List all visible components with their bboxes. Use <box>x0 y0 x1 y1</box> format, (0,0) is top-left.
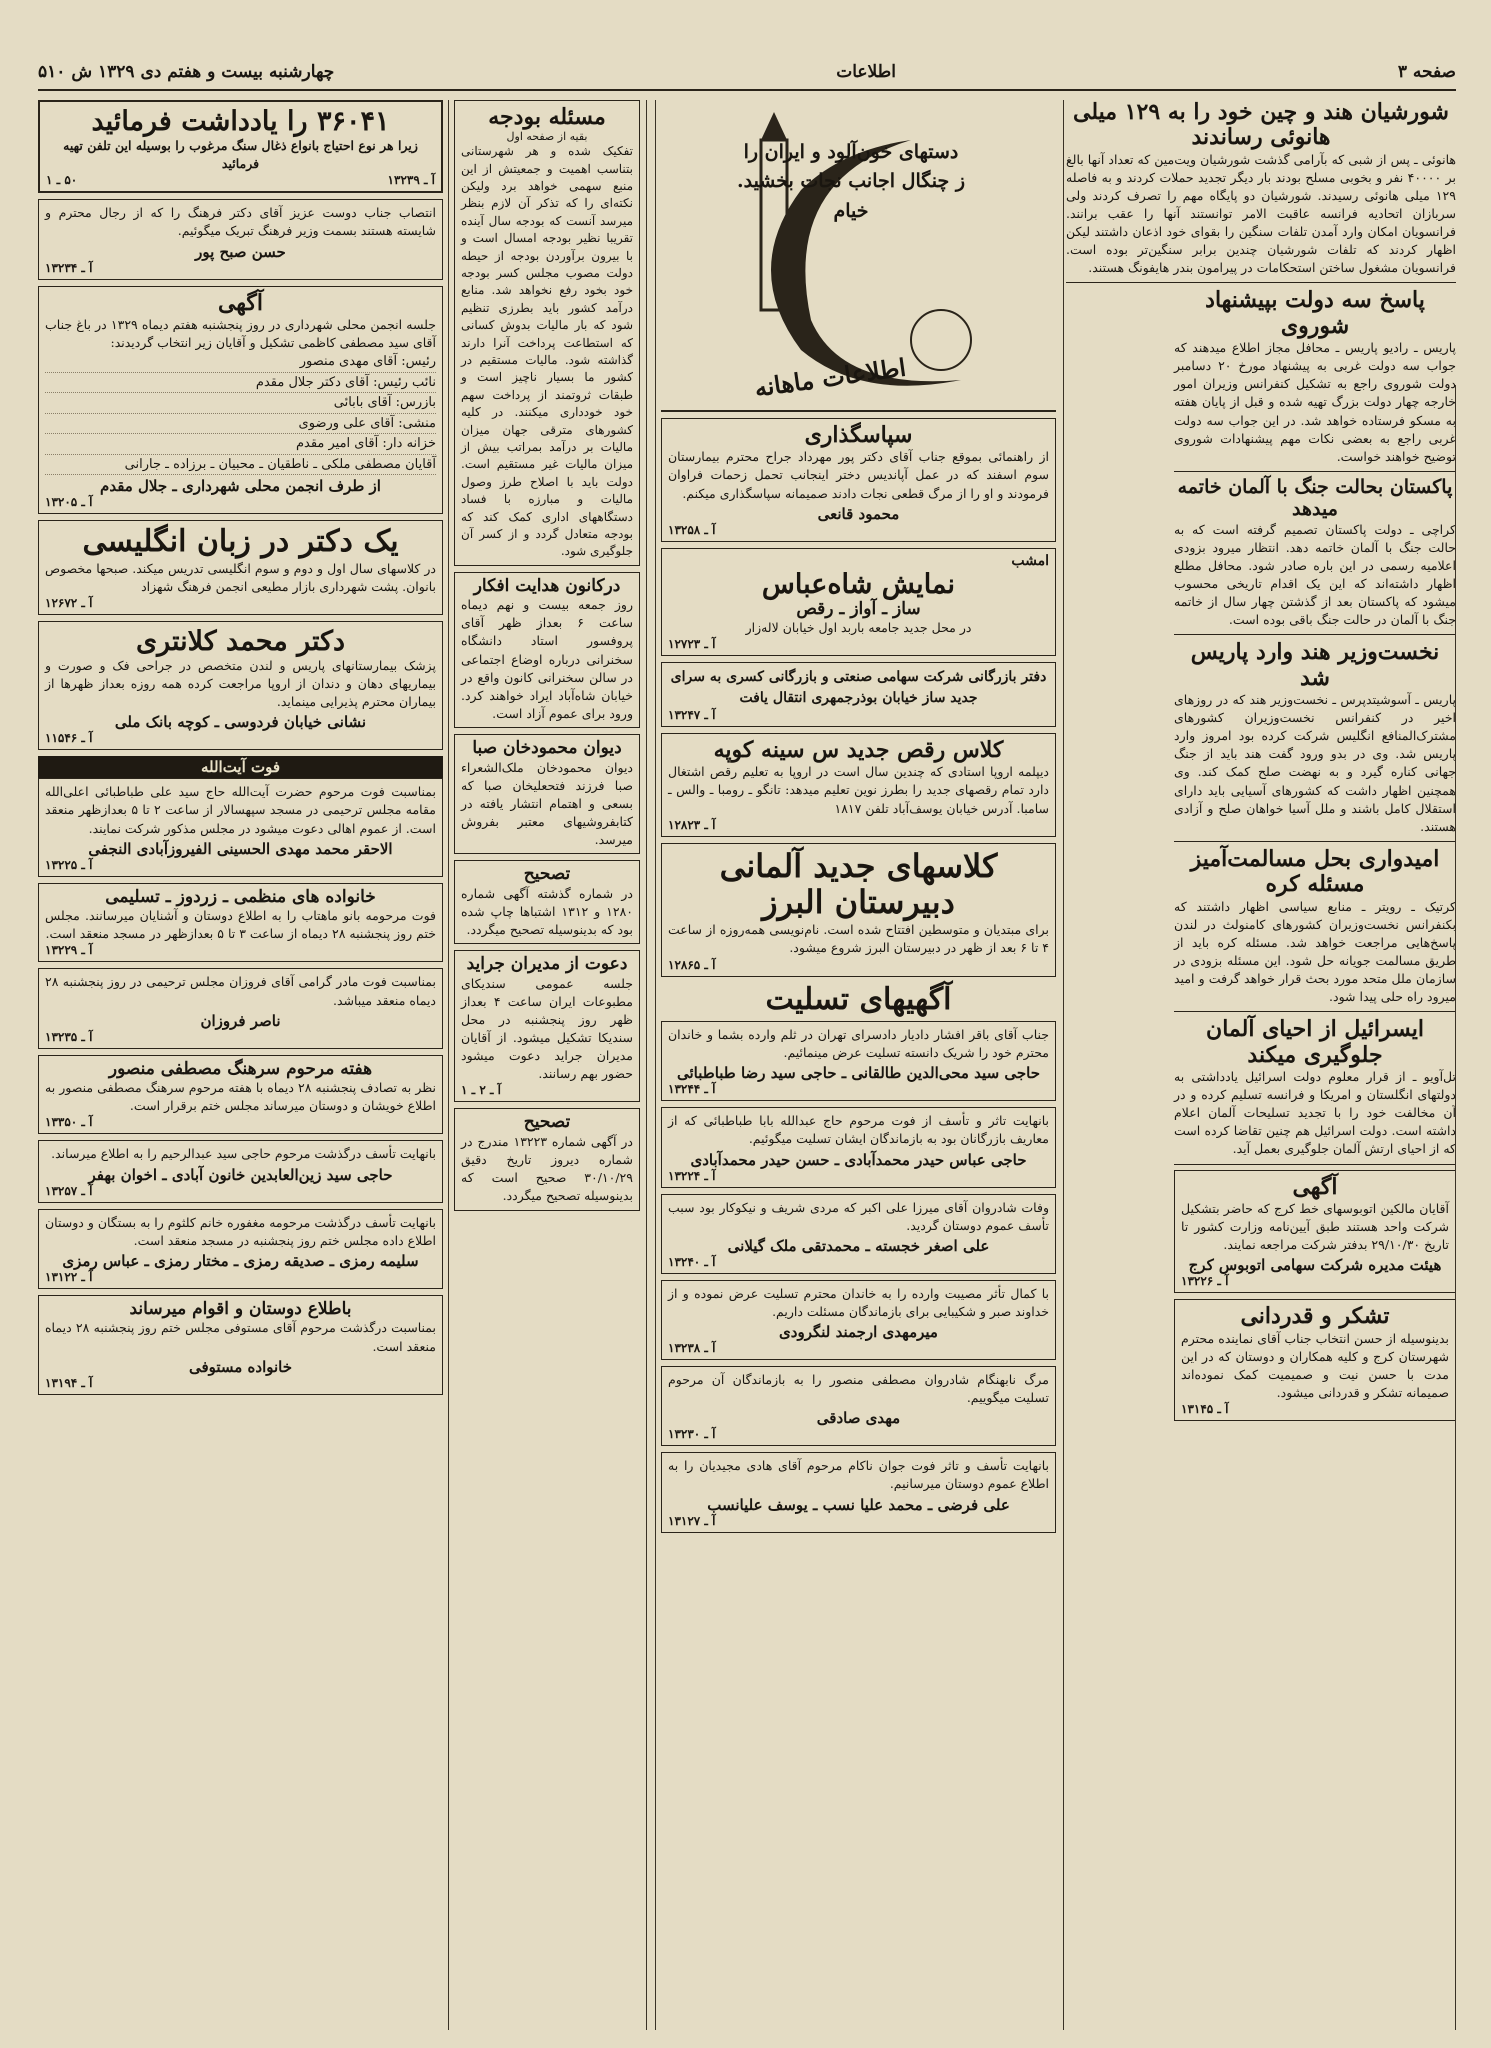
divan-ad <box>454 734 640 854</box>
ad-reference: آ ـ ۱۳۱۹۴ <box>45 1375 93 1390</box>
press-invitation <box>454 950 640 1102</box>
khanoon-text: بانهایت تأسف درگذشت مرحوم حاجی سید عبدالرحیم را به اطلاع میرساند. <box>51 1146 436 1162</box>
minaret-top <box>761 112 787 140</box>
condolence-text: با کمال تأثر مصیبت وارده را به خاندان محترم تسلیت عرض نموده و از خداوند صبر و شکیبایی برای بازماندگان مسئلت داریم. <box>668 1285 1049 1319</box>
budget-sidebar-spacer <box>1347 385 1456 2030</box>
member-line: رئیس: آقای مهدی منصور <box>45 352 436 373</box>
condolence-text: مرگ نابهنگام شادروان مصطفی منصور را به بازماندگان آن مرحوم تسلیت میگوییم. <box>668 1372 1049 1406</box>
newspaper-page <box>38 55 1456 2030</box>
dance-text: دیپلمه اروپا استادی که چندین سال است در اروپا به تعلیم رقص اشتغال دارد تمام رقصهای جدید را بطرز نوین تعلیم میدهد: تانگو ـ رومبا ـ والس ـ سامبا. آدرس خیابان یوسف‌آباد تلفن ۱۸۱۷ <box>668 764 1049 816</box>
german-school: دبیرستان البرز <box>762 883 955 922</box>
council-notice-title: آگهی <box>217 289 264 316</box>
ad-reference: آ ـ ۱۳۲۴۷ <box>668 707 716 722</box>
masthead <box>38 55 1456 91</box>
ad-reference: آ ـ ۱۳۱۲۲ <box>45 1269 93 1284</box>
dance-class-ad <box>661 733 1056 837</box>
headline-india-pm: نخست‌وزیر هند وارد پاریس شد <box>1190 639 1440 691</box>
congratulation-signature: حسن صبح پور <box>195 242 286 261</box>
german-class-ad <box>661 843 1056 977</box>
ad-reference: آ ـ ۱۳۲۳۹ <box>387 173 435 188</box>
condolence-signature: علی فرضی ـ محمد علیا نسب ـ یوسف علیانسب <box>707 1495 1010 1514</box>
khanoon-signature: حاجی سید زین‌العابدین خانون آبادی ـ اخوان بهفر <box>88 1165 393 1184</box>
budget-editorial <box>454 100 640 566</box>
gratitude-title: سپاسگذاری <box>804 422 913 448</box>
art-poem: دستهای خون‌آلود و ایران را ز چنگال اجانب نجات بخشید. خیام <box>736 141 965 222</box>
ramzi-text: بانهایت تأسف درگذشت مرحومه مغفوره خانم کلثوم را به بستگان و دوستان اطلاع داده مجلس ختم روز پنجشنبه در مسجد منعقد است. <box>45 1214 436 1248</box>
ad-number: ۵۰ ـ ۱ <box>46 173 78 188</box>
council-notice <box>38 286 443 515</box>
correction-text: در آگهی شماره ۱۳۲۲۳ مندرج در شماره دیروز تاریخ دقیق ۳۰/۱۰/۲۹ صحیح است که بدینوسیله تصحیح میگردد. <box>461 1134 633 1204</box>
magazine-advertisement <box>661 100 1056 412</box>
office-text: دفتر بازرگانی شرکت سهامی صنعتی و بازرگانی کسری به سرای جدید ساز خیابان بوذرجمهری انتقال یافت <box>670 669 1047 706</box>
friends-notice <box>38 1295 443 1395</box>
notice-signature: هیئت مدیره شرکت سهامی اتوبوس کرج <box>1188 1256 1442 1275</box>
ad-reference: آ ـ ۱۳۲۴۰ <box>668 1254 716 1269</box>
coal-ad-title: ۳۶۰۴۱ را یادداشت فرمائید <box>91 106 390 137</box>
condolence-signature: علی اصغر خجسته ـ محمدتقی ملک گیلانی <box>727 1236 990 1255</box>
family-notice <box>38 883 443 963</box>
show-subtitle: ساز ـ آواز ـ رقص <box>796 598 921 619</box>
death-notice-signature: الاحقر محمد مهدی الحسینی الفیروزآبادی النجفی <box>88 839 393 858</box>
lecture-ad <box>454 572 640 728</box>
condolence-ad <box>661 1194 1056 1274</box>
congratulation-text: انتصاب جناب دوست عزیز آقای دکتر فرهنگ را که از رجال محترم و شایسته هستند بسمت وزیر فرهنگ تبریک میگوئیم. <box>45 205 436 239</box>
ad-reference: آ ـ ۱۲۸۲۳ <box>668 817 716 832</box>
correction-notice-2 <box>454 1108 640 1210</box>
condolence-ad <box>661 1366 1056 1446</box>
council-members <box>45 352 436 475</box>
condolence-ad <box>661 1280 1056 1360</box>
family-notice-text: فوت مرحومه بانو ماهتاب را به اطلاع دوستان و آشنایان میرسانند. مجلس ختم روز پنجشنبه ۲۸ دیماه از ساعت ۳ تا ۵ بعدازظهر در مسجد منعقد است. <box>45 908 436 942</box>
friends-text: بمناسبت درگذشت مرحوم آقای مستوفی مجلس ختم روز پنجشنبه ۲۸ دیماه منعقد است. <box>45 1320 436 1354</box>
ad-reference: آ ـ ۱۲۶۷۲ <box>45 595 93 610</box>
german-title: کلاسهای جدید آلمانی <box>719 846 998 885</box>
paper-name: اطلاعات <box>836 62 896 82</box>
death-notice-text: بمناسبت فوت مرحوم حضرت آیت‌الله حاج سید علی طباطبائی اعلی‌الله مقامه مجلس ترحیمی در مسجد سپهسالار از ساعت ۲ تا ۵ بعدازظهر منعقد است. از عموم اهالی دعوت میشود در مجلس مذکور شرکت نمایند. <box>45 784 436 836</box>
ad-reference: آ ـ ۲ ـ ۱ <box>461 1083 501 1098</box>
ramzi-notice <box>38 1209 443 1289</box>
condolence-signature: حاجی سید محی‌الدین طالقانی ـ حاجی سید رضا طباطبائی <box>677 1064 1040 1083</box>
condolence-signature: حاجی عباس حیدر محمدآبادی ـ حسن حیدر محمدآبادی <box>690 1150 1027 1169</box>
condolence-text: جناب آقای باقر افشار دادیار دادسرای تهران در ثلم وارده بشما و خاندان محترم خود را شریک دانسته تسلیت عرض مینمائیم. <box>668 1027 1049 1061</box>
doctor-name: دکتر محمد کلانتری <box>135 625 346 657</box>
khanoon-notice <box>38 1140 443 1202</box>
condolence-ad <box>661 1021 1056 1101</box>
condolence-ad <box>661 1107 1056 1187</box>
ad-reference: آ ـ ۱۳۲۲۹ <box>45 943 93 958</box>
council-signature: از طرف انجمن محلی شهرداری ـ جلال مقدم <box>100 477 381 496</box>
council-notice-text: جلسه انجمن محلی شهرداری در روز پنجشنبه هفتم دیماه ۱۳۲۹ در باغ جناب آقای سید مصطفی کاظمی تشکیل و آقایان زیر انتخاب گردیدند: <box>45 316 436 350</box>
coal-ad-subtitle: زیرا هر نوع احتیاج بانواع ذغال سنگ مرغوب را بوسیله این تلفن تهیه فرمائید <box>63 138 418 172</box>
correction-title: تصحیح <box>523 1112 571 1133</box>
article-three-powers: پاریس ـ رادیو پاریس ـ محافل مجاز اطلاع میدهند که جواب سه دولت غربی به پیشنهاد مورخ ۲۰ دسامبر دولت شوروی راجع به تشکیل کنفرانس وزیران امور خارجه چهار دولت بزرگ تهیه شده و قبل از پایان هفته به مسکو فرستاده خواهد شد. در این جواب سه دولت غربی راجع به بعضی نکات مهم پیشنهادات شوروی توضیح خواهند خواست. <box>1174 340 1456 464</box>
ad-reference: آ ـ ۱۲۸۶۵ <box>668 957 716 972</box>
ad-reference: آ ـ ۱۳۲۵۷ <box>45 1183 93 1198</box>
family-notice-title: خانواده های منظمی ـ زردوز ـ تسلیمی <box>105 886 376 907</box>
lecture-text: روز جمعه بیست و نهم دیماه ساعت ۶ بعداز ظهر آقای پروفسور استاد دانشگاه سخنرانی درباره اوضاع اجتماعی در سالن سخنرانی کانون واقع در خیابان شاه‌آباد ایراد خواهند کرد. ورود برای عموم آزاد است. <box>461 597 633 721</box>
gratitude-signature: محمود قانعی <box>817 504 900 523</box>
article-korea: کرتیک ـ رویتر ـ منابع سیاسی اظهار داشتند که بکنفرانس نخست‌وزیران کشورهای کامنولث در لندن پاسخ‌هایی مراجعت خواهد شد. مسئله کره باید از طریق مسالمت جویانه حل شود. این مسئله بزودی در سازمان ملل متحد مورد بحث قرار خواهد گرفت و امید میرود راه حلی پیدا شود. <box>1174 898 1456 1005</box>
article-indochina: هانوئی ـ پس از شبی که بآرامی گذشت شورشیان ویت‌مین که تعداد آنها بالغ بر ۴۰۰۰۰ نفر و بخوبی مسلح بودند بار دیگر تجدید حملات کردند و به فاصله ۱۲۹ میلی هانوئی رسیدند. شورشیان دو پایگاه مهم را تصرف کردند ولی سربازان اتحادیه فرانسه عاقبت الامر توانستند آنها را عقب برانند. فرانسویان امکان وارد آمدن تلفات سنگین را بقوای خود اذعان داشتند لیکن اظهار کردند که تلفات شورشیان چندین برابر سنگین‌تر بوده است. فرانسویان مشغول ساختن استحکامات در پیرامون بندر هایفونگ هستند. <box>1066 151 1456 276</box>
ad-reference: آ ـ ۱۳۲۰۵ <box>45 495 93 510</box>
narrow-column <box>454 100 640 2030</box>
condolence-heading: آگهیهای تسلیت <box>765 981 952 1017</box>
correction-text: در شماره گذشته آگهی شماره ۱۲۸۰ و ۱۳۱۲ اشتباها چاپ شده بود که بدینوسیله تصحیح میگردد. <box>461 885 634 938</box>
art-brand: اطلاعات ماهانه <box>752 352 908 403</box>
condolence-signature: مهدی صادقی <box>816 1409 901 1428</box>
friends-title: باطلاع دوستان و اقوام میرساند <box>129 1298 352 1319</box>
invitation-text: جلسه عمومی سندیکای مطبوعات ایران ساعت ۴ بعداز ظهر روز پنجشنبه در محل سندیکا تشکیل میشود. از آقایان مدیران جراید دعوت میشود حضور بهم رسانند. <box>461 975 633 1082</box>
ad-reference: آ ـ ۱۳۱۲۷ <box>668 1513 716 1528</box>
member-line: خزانه دار: آقای امیر مقدم <box>45 434 436 455</box>
divan-text: دیوان محمودخان ملک‌الشعراء صبا فرزند فتحعلیخان صبا که بسعی و اهتمام انتشار یافته در کتابفروشیهای معتبر بفروش میرسد. <box>461 759 633 848</box>
headline-pakistan: پاکستان بحالت جنگ با آلمان خاتمه میدهد <box>1177 475 1453 520</box>
invitation-title: دعوت از مدیران جراید <box>466 954 628 975</box>
english-ad-title: یک دکتر در زبان انگلیسی <box>82 524 399 560</box>
ad-reference: آ ـ ۱۳۲۳۸ <box>668 1341 716 1355</box>
ad-reference: آ ـ ۱۳۲۳۰ <box>668 1427 716 1442</box>
ad-reference: آ ـ ۱۳۳۵۰ <box>45 1115 93 1130</box>
forozan-signature: ناصر فروزان <box>200 1011 281 1030</box>
member-line: نائب رئیس: آقای دکتر جلال مقدم <box>45 373 436 394</box>
thanks-title: تشکر و قدردانی <box>1240 1303 1390 1330</box>
show-venue: در محل جدید جامعه باربد اول خیابان لاله‌زار <box>745 620 972 636</box>
headline-indochina: شورشیان هند و چین خود را به ۱۲۹ میلی هانوئی رساندند <box>1073 100 1449 151</box>
ad-reference: آ ـ ۱۳۱۴۵ <box>1181 1402 1229 1416</box>
divan-title: دیوان محمودخان صبا <box>472 738 622 759</box>
ad-reference: آ ـ ۱۳۲۵۸ <box>668 522 716 537</box>
gratitude-text: از راهنمائی بموقع جناب آقای دکتر پور مهرداد جراح محترم بیمارستان سوم اسفند که در عمل آپاندیس دختر اینجانب تحمل زحمات فراوان فرمودند و او را از مرگ قطعی نجات دادند صمیمانه سپاسگذاری میکنم. <box>668 449 1049 501</box>
article-israel: تل‌آویو ـ از قرار معلوم دولت اسرائیل یادداشتی به دولتهای انگلستان و امریکا و فرانسه تسلیم کرده و در آن مخالفت خود را با تجدید تسلیحات آلمان اعلام داشته است. دولت اسرائیل هم چنین تقاضا کرده است که از احیای ارتش آلمان جلوگیری بعمل آید. <box>1174 1068 1456 1157</box>
friends-signature: خانواده مستوفی <box>188 1357 293 1376</box>
condolence-ad <box>661 1452 1056 1532</box>
correction-notice <box>454 860 640 944</box>
shah-abbas-show-ad <box>661 548 1056 657</box>
show-title: نمایش شاه‌عباس <box>761 568 956 600</box>
forozan-text: بمناسبت فوت مادر گرامی آقای فروزان مجلس ترحیمی در روز پنجشنبه ۲۸ دیماه منعقد میباشد. <box>45 974 436 1008</box>
notice-text: آقایان مالکین اتوبوسهای خط کرج که حاضر بتشکیل شرکت واحد هستند طبق آیین‌نامه وزارت کشور تا تاریخ ۲۹/۱۰/۳۰ بدفتر شرکت مراجعه نمایند. <box>1181 1200 1449 1253</box>
ad-reference: آ ـ ۱۲۷۲۳ <box>668 637 716 652</box>
member-line: منشی: آقای علی ورضوی <box>45 414 436 435</box>
congratulation-ad <box>38 199 443 279</box>
mansour-text: نظر به تصادف پنجشنبه ۲۸ دیماه با هفته مرحوم سرهنگ مصطفی منصور به اطلاع خویشان و دوستان میرساند مجلس ختم برقرار است. <box>45 1080 437 1114</box>
ad-reference: آ ـ ۱۳۲۴۴ <box>668 1082 716 1097</box>
issue-date: چهارشنبه بیست و هفتم دی ۱۳۲۹ ش ۵۱۰ <box>38 62 335 82</box>
tonight-label: امشب <box>1011 552 1049 569</box>
condolence-text: بانهایت تأسف و تاثر فوت جوان ناکام مرحوم آقای هادی مجیدیان را به اطلاع عموم دوستان میرسانیم. <box>668 1458 1049 1492</box>
ad-reference: آ ـ ۱۳۲۲۴ <box>668 1168 716 1183</box>
condolence-text: وفات شادروان آقای میرزا علی اکبر که مردی شریف و نیکوکار بود سبب تأسف عموم دوستان گردید. <box>668 1199 1049 1233</box>
headline-korea: امیدواری بحل مسالمت‌آمیز مسئله کره <box>1190 845 1440 898</box>
ad-reference: آ ـ ۱۳۲۲۵ <box>45 857 93 872</box>
budget-title: مسئله بودجه <box>488 104 606 130</box>
coal-phone-ad <box>38 100 443 193</box>
death-notice <box>38 778 443 876</box>
member-line: آقایان مصطفی ملکی ـ ناطقیان ـ محبیان ـ برزاده ـ جارانی <box>45 455 436 476</box>
lecture-title: درکانون هدایت افکار <box>473 575 621 596</box>
mansour-notice <box>38 1055 443 1135</box>
doctor-text: پزشک بیمارستانهای پاریس و لندن متخصص در جراحی فک و صورت و بیماریهای دهان و دندان از اروپا مراجعت کرده همه روزه بعداز ظهرها از بیماران محترم پذیرایی مینماید. <box>45 657 436 710</box>
english-tutor-ad <box>38 520 443 615</box>
correction-title: تصحیح <box>523 864 571 885</box>
headline-israel: ایسرائیل از احیای آلمان جلوگیری میکند <box>1206 1016 1424 1068</box>
dance-title: کلاس رقص جدید س سینه کوپه <box>713 736 1004 763</box>
death-notice-banner: فوت آیت‌الله <box>38 756 443 778</box>
ad-reference: آ ـ ۱۱۵۴۶ <box>45 731 93 746</box>
german-text: برای مبتدیان و متوسطین افتتاح شده است. نام‌نویسی همه‌روزه از ساعت ۴ تا ۶ بعد از ظهر در دبیرستان البرز شروع میشود. <box>668 922 1049 956</box>
office-move-ad <box>661 662 1056 727</box>
ad-reference: آ ـ ۱۳۲۳۴ <box>45 260 93 275</box>
budget-subtitle: بقیه از صفحه اول <box>506 130 588 144</box>
center-column <box>661 100 1056 2030</box>
ramzi-signature: سلیمه رمزی ـ صدیقه رمزی ـ مختار رمزی ـ عباس رمزی <box>62 1251 419 1270</box>
article-india-pm: پاریس ـ آسوشیتدپرس ـ نخست‌وزیر هند که در روزهای اخیر در کنفرانس نخست‌وزیران کشورهای مشترک‌المنافع انگلیس شرکت کرده بود امروز وارد پاریس شد. وی در بدو ورود گفت هند باید از جنگ جهانی کناره گیرد و به نهضت صلح کمک کند. وی همچنین اظهار داشت که کشورهای آسیایی باید دارای استقلال کامل باشند و ملل آسیا خواهان صلح و آزادی هستند. <box>1174 691 1456 834</box>
headline-three-powers: پاسخ سه دولت بپیشنهاد شوروی <box>1205 287 1425 339</box>
member-line: بازرس: آقای بابائی <box>45 393 436 414</box>
english-ad-text: در کلاسهای سال اول و دوم و سوم انگلیسی تدریس میکند. صبحها مخصوص بانوان. پشت شهرداری بازار مطیعی انجمن فرهنگ شهزاد <box>45 560 436 594</box>
notice-title: آگهی <box>1292 1173 1338 1200</box>
ad-reference: آ ـ ۱۳۲۳۵ <box>45 1029 93 1044</box>
condolence-text: بانهایت تاثر و تأسف از فوت مرحوم حاج عبدالله بابا طباطبائی که از معاریف بازرگانان بود به بازماندگان ایشان تسلیت میگوئیم. <box>668 1113 1049 1147</box>
page-number: صفحه ۳ <box>1397 62 1456 82</box>
gratitude-ad <box>661 418 1056 542</box>
dome-shape <box>911 310 971 370</box>
forozan-notice <box>38 968 443 1048</box>
doctor-address: نشانی خیابان فردوسی ـ کوچه بانک ملی <box>114 713 367 732</box>
doctor-ad <box>38 621 443 750</box>
ad-reference: آ ـ ۱۳۲۲۶ <box>1181 1274 1229 1289</box>
article-pakistan: کراچی ـ دولت پاکستان تصمیم گرفته است که به حالت جنگ با آلمان خاتمه دهد. انتظار میرود بزودی اعلامیه رسمی در این باره صادر شود. محافل مطلع اظهار داشته‌اند که این یک اقدام تاریخی محسوب میشود که پاکستان بعد از گذشتن چهار سال از خاتمه جنگ با آلمان در حالت جنگ باقی بوده است. <box>1174 521 1456 628</box>
thanks-text: بدینوسیله از حسن انتخاب جناب آقای نماینده محترم شهرستان کرج و کلیه همکاران و دوستان که در این مدت با حسن نیت و صمیمیت کمک نموده‌اند صمیمانه تشکر و قدردانی میشود. <box>1181 1330 1449 1400</box>
condolence-signature: میرمهدی ارجمند لنگرودی <box>779 1323 938 1341</box>
mansour-title: هفته مرحوم سرهنگ مصطفی منصور <box>108 1058 373 1079</box>
ads-column <box>38 100 443 2030</box>
budget-text: تفکیک شده و هر شهرستانی بتناسب اهمیت و جمعیتش از این منبع سهمی خواهد برد ولیکن نکته‌ای را که تذکر آن لازم بنظر میرسد آنست که بودجه سال آینده تقریبا نظیر بودجه امسال است و با بیرون برآوردن بودجه از حیطه دولت مصوب مجلس کسر بودجه خود بخود رفع نخواهد شد. منابع درآمد کشور باید بطرزی تنظیم شود که بار مالیات بدوش کسانی که استطاعت پرداخت آنرا دارند گذاشته شود. مالیات مستقیم در کشور ما بسیار ناچیز است و طبقات ثروتمند از پرداخت سهم خود خودداری میکنند. در کلیه کشورهای مترقی جهان میزان مالیات بر درآمد بمراتب بیش از میزان مالیات غیر مستقیم است. دولت باید با اصلاح طرز وصول مالیات و مبارزه با فساد دستگاههای اداری کمک کند که بودجه متعادل گردد و از کسر آن جلوگیری شود. <box>461 144 633 559</box>
